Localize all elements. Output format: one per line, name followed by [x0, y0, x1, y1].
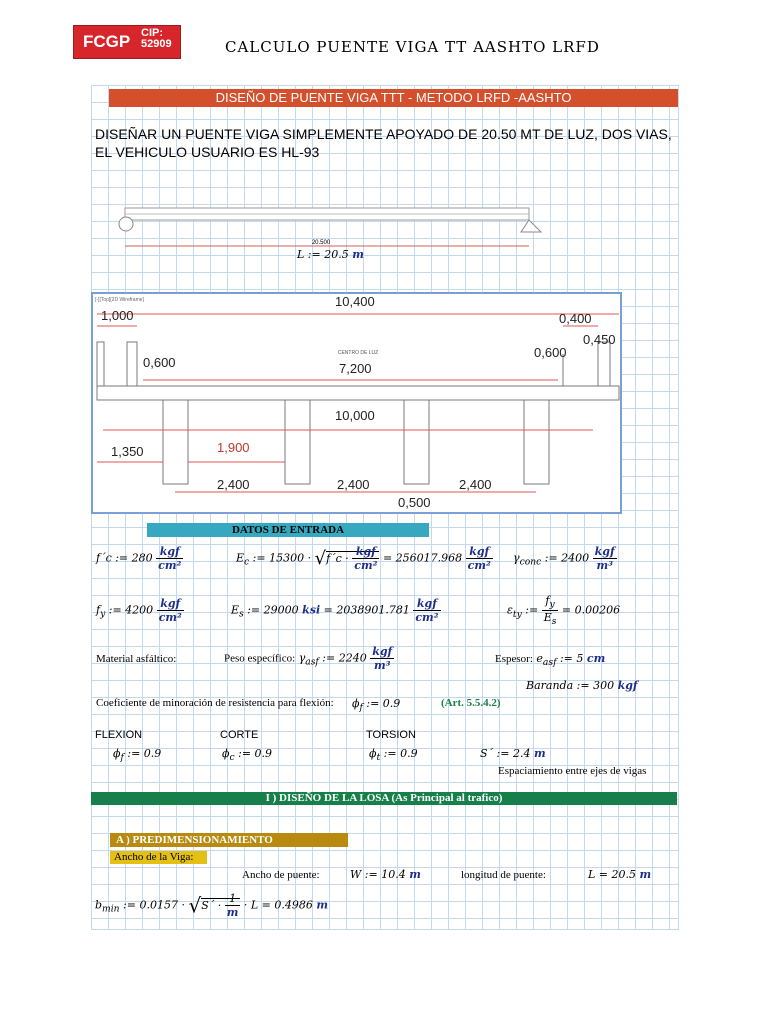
dim-right-top: 0,400: [559, 311, 592, 326]
baranda-formula: Baranda := 300 kgf: [526, 679, 638, 692]
right-parapet: [598, 342, 610, 386]
dim-spacing-1: 2,400: [217, 477, 250, 492]
fy-formula: $f_y$ := 4200 $\frac{\text{kgf}}{\text{cm²}}$: [96, 597, 182, 624]
phi-f-formula: $\phi_f$ := 0.9: [113, 747, 162, 764]
asphalt-label: Material asfáltico:: [96, 653, 177, 665]
span-dim-label: 20.500: [311, 240, 331, 246]
girder-4: [524, 400, 549, 484]
ec-formula: $E_c$ := 15300 · √f´c · $\frac{\text{kgf}}{\text{cm²}}$ = 256017.968 $\frac{\text{kgf}}{\text{cm²}}$: [236, 545, 491, 572]
dim-spacing-2: 2,400: [337, 477, 370, 492]
section-title-bar: DISEÑO DE PUENTE VIGA TTT - METODO LRFD -AASHTO: [109, 89, 678, 107]
ety-formula: $\varepsilon_{ty}$ := $\frac{f_y}{E_s}$ = 0.00206: [507, 594, 621, 628]
problem-statement: DISEÑAR UN PUENTE VIGA SIMPLEMENTE APOYADO DE 20.50 MT DE LUZ, DOS VIAS, EL VEHICULO USUARIO ES HL-93: [95, 126, 672, 160]
span-length-formula: L := 20.5 m: [297, 248, 364, 261]
dim-left-overhang: 1,000: [101, 308, 134, 323]
phi-flex-reference: (Art. 5.5.4.2): [441, 697, 501, 709]
bmin-formula: $b_{min}$ := 0.0157 · √S´ · $\frac{1}{m}$ · L = 0.4986 m: [95, 892, 329, 919]
losa-title-bar: I ) DISEÑO DE LA LOSA (As Principal al trafico): [91, 792, 677, 805]
girder-1: [163, 400, 188, 484]
viewport-caption: [-][Top][2D Wireframe]: [95, 297, 144, 303]
roller-support: [119, 217, 133, 231]
ancho-puente-formula: W := 10.4 m: [350, 868, 421, 881]
es-formula: $E_s$ := 29000 ksi = 2038901.781 $\frac{\text{kgf}}{\text{cm²}}$: [231, 597, 439, 624]
fc-formula: f´c := 280 $\frac{\text{kgf}}{\text{cm²}}$: [96, 545, 182, 572]
phi-c-formula: $\phi_c$ := 0.9: [222, 747, 273, 764]
dim-web-width: 0,500: [398, 495, 431, 510]
dim-edge-girder: 1,350: [111, 444, 144, 459]
s-spacing-description: Espaciamiento entre ejes de vigas: [498, 765, 647, 777]
dim-deck-width: 10,000: [335, 408, 375, 423]
phi-t-formula: $\phi_t$ := 0.9: [369, 747, 418, 764]
ancho-viga-label: Ancho de la Viga:: [110, 851, 207, 864]
predim-title-bar: A ) PREDIMENSIONAMIENTO: [110, 833, 348, 847]
right-sidewalk: [563, 354, 598, 386]
left-parapet-outer: [97, 342, 104, 386]
phi-flex-label: Coeficiente de minoración de resistencia para flexión:: [96, 697, 334, 709]
girder-3: [404, 400, 429, 484]
gamma-asf-formula: Peso específico: $\gamma_{asf}$ := 2240 $\frac{\text{kgf}}{\text{m³}}$: [224, 645, 393, 672]
s-spacing-formula: S´ := 2.4 m: [480, 747, 546, 760]
girder-2: [285, 400, 310, 484]
gamma-conc-formula: $\gamma_{conc}$ := 2400 $\frac{\text{kgf}}{\text{m³}}$: [513, 545, 615, 572]
longitud-puente-formula: L = 20.5 m: [588, 868, 652, 881]
deck-slab: [97, 386, 619, 400]
dim-spacing-3: 2,400: [459, 477, 492, 492]
ancho-puente-label: Ancho de puente:: [242, 869, 320, 881]
corte-label: CORTE: [220, 729, 259, 741]
center-label: CENTRO DE LUZ: [337, 350, 379, 356]
flexion-label: FLEXION: [95, 729, 143, 741]
dim-first-spacing: 1,900: [217, 440, 250, 455]
espesor-formula: Espesor: $e_{asf}$ := 5 cm: [495, 652, 606, 669]
datos-title-bar: DATOS DE ENTRADA: [147, 523, 429, 537]
logo-cip: CIP: 52909: [141, 27, 172, 50]
pin-support: [521, 220, 541, 232]
phi-flex-formula: $\phi_f$ := 0.9: [352, 697, 401, 714]
dim-total-width: 10,400: [335, 294, 375, 309]
document-title: CALCULO PUENTE VIGA TT AASHTO LRFD: [225, 38, 600, 56]
dim-right-height: 0,450: [583, 332, 616, 347]
left-parapet-inner: [127, 342, 137, 386]
cross-section-drawing: [91, 292, 622, 514]
dim-right-sidewalk: 0,600: [534, 345, 567, 360]
longitud-puente-label: longitud de puente:: [461, 869, 546, 881]
dim-left-sidewalk: 0,600: [143, 355, 176, 370]
logo-text: FCGP: [83, 32, 131, 51]
torsion-label: TORSION: [366, 729, 416, 741]
dim-roadway: 7,200: [339, 361, 372, 376]
company-logo: [73, 25, 181, 59]
